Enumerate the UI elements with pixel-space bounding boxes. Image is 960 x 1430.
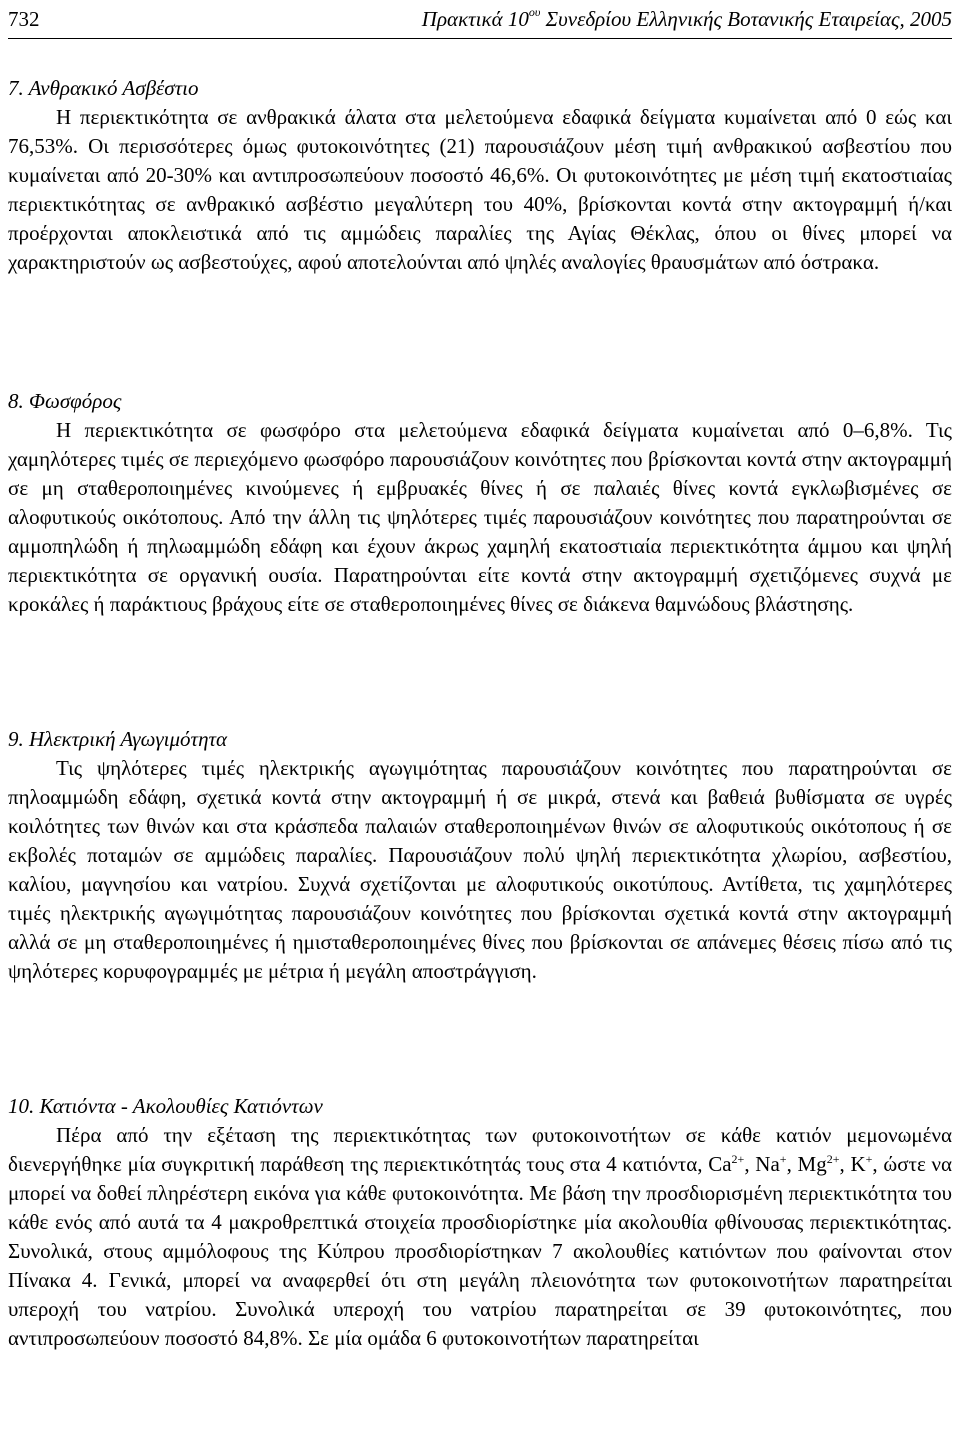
journal-ordinal: ου xyxy=(528,5,541,19)
journal-title xyxy=(422,0,952,38)
ion-ca xyxy=(708,1152,755,1176)
ion-separator: , xyxy=(744,1152,756,1176)
paragraph-text-end: , ώστε να μπορεί να δοθεί πληρέστερη εικόνα για κάθε φυτοκοινότητα. Με βάση την προσδιορισμένη περιεκτικότητα του κάθε ενός από αυτά τα 4 μακροθρεπτικά στοιχεία προσδιορίστηκε μία ακολουθία φθίνουσας περιεκτικότητας. Συνολικά, στους αμμόλοφους της Κύπρου προσδιορίστηκαν 7 ακολουθίες κατιόντων που φαίνονται στον Πίνακα 4. Γενικά, μπορεί να αναφερθεί ότι στη μεγάλη πλειονότητα των φυτοκοινοτήτων παρατηρείται υπεροχή του νατρίου. Συνολικά υπεροχή του νατρίου παρατηρείται σε 39 φυτοκοινότητες, που αντιπροσωπεύουν ποσοστό 84,8%. Σε μία ομάδα 6 φυτοκοινοτήτων παρατηρείται xyxy=(8,1152,952,1350)
section-title: 9. Ηλεκτρική Αγωγιμότητα xyxy=(8,727,228,751)
ion-k xyxy=(850,1152,872,1176)
ion-charge: + xyxy=(779,1152,787,1166)
section-paragraph: Η περιεκτικότητα σε φωσφόρο στα μελετούμενα εδαφικά δείγματα κυμαίνεται από 0–6,8%. Τις χαμηλότερες τιμές σε περιεχόμενο φωσφόρο παρουσιάζουν κοινότητες που βρίσκονται κοντά στην ακτογραμμή σε μη σταθεροποιημένες κινούμενες ή εμβρυακές θίνες ή σε παλαιές θίνες κοντά εγκλωβισμένες σε αλοφυτικούς οικότοπους. Από την άλλη τις ψηλότερες τιμές παρουσιάζουν κοινότητες που παρατηρούνται σε αμμοπηλώδη ή πηλωαμμώδη εδάφη και έχουν άκρως χαμηλή εκατοστιαία περιεκτικότητα άμμου και ψηλή περιεκτικότητα σε οργανική ουσία. Παρατηρούνται είτε κοντά στην ακτογραμμή σχετιζόμενες συχνά με κροκάλες ή παράκτιους βράχους είτε σε σταθεροποιημένες θίνες σε διάκενα θαμνώδους βλάστησης. xyxy=(8,418,952,616)
section-phosphorus xyxy=(8,387,952,619)
section-calcium-carbonate xyxy=(8,74,952,277)
ion-separator: , xyxy=(786,1152,798,1176)
journal-prefix: Πρακτικά 10 xyxy=(421,7,529,31)
ion-symbol: Na xyxy=(755,1152,780,1176)
ion-na xyxy=(755,1152,797,1176)
ion-symbol: Mg xyxy=(797,1152,827,1176)
ion-symbol: Ca xyxy=(708,1152,732,1176)
section-paragraph: Τις ψηλότερες τιμές ηλεκτρικής αγωγιμότητας παρουσιάζουν κοινότητες που παρατηρούνται σε πηλοαμμώδη εδάφη, σχετικά κοντά στην ακτογραμμή ή σε μικρά, στενά και βαθειά βυθίσματα σε υγρές κοιλότητες των θινών και στα κράσπεδα παλαιών σταθεροποιημένων θινών σε αλοφυτικούς οικότοπους ή σε εκβολές ποταμών σε αμμώδεις παραλίες. Παρουσιάζουν πολύ ψηλή περιεκτικότητα χλωρίου, ασβεστίου, καλίου, μαγνησίου και νατρίου. Συχνά σχετίζονται με αλοφυτικούς οικοτύπους. Αντίθετα, τις χαμηλότερες τιμές ηλεκτρικής αγωγιμότητας παρουσιάζουν κοινότητες που βρίσκονται σχετικά κοντά στην ακτογραμμή αλλά σε μη σταθεροποιημένες ή ημισταθεροποιημένες θίνες που βρίσκονται σε απάνεμες θέσεις πίσω από τις ψηλότερες κορυφογραμμές με μέτρια ή μεγάλη αποστράγγιση. xyxy=(8,756,952,983)
ion-charge: 2+ xyxy=(826,1152,840,1166)
section-title: 8. Φωσφόρος xyxy=(8,389,122,413)
page-number: 732 xyxy=(8,7,40,31)
paragraph-text-start: Πέρα από την εξέταση της περιεκτικότητας των φυτοκοινοτήτων σε κάθε κατιόν μεμονωμένα διενεργήθηκε μία συγκριτική παράθεση της περιεκτικότητάς τους στα 4 κατιόντα, xyxy=(8,1123,952,1176)
running-header xyxy=(8,0,952,38)
ion-mg xyxy=(798,1152,851,1176)
section-electrical-conductivity xyxy=(8,725,952,986)
section-paragraph xyxy=(8,1121,952,1353)
section-paragraph: Η περιεκτικότητα σε ανθρακικά άλατα στα μελετούμενα εδαφικά δείγματα κυμαίνεται από 0 εώς και 76,53%. Οι περισσότερες όμως φυτοκοινότητες (21) παρουσιάζουν μέση τιμή ανθρακικού ασβεστίου που κυμαίνεται από 20-30% και αντιπροσωπεύουν ποσοστό 46,6%. Οι φυτοκοινότητες με μέση τιμή εκατοστιαίας περιεκτικότητας σε ανθρακικό ασβέστιο μεγαλύτερη του 40%, βρίσκονται κοντά στην ακτογραμμή ή/και προέρχονται αποκλειστικά από τις αμμώδεις παραλίες της Αγίας Θέκλας, όπου οι θίνες μπορεί να χαρακτηριστούν ως ασβεστούχες, αφού αποτελούνται από ψηλές αναλογίες θραυσμάτων από όστρακα. xyxy=(8,105,952,274)
ion-symbol: K xyxy=(850,1152,866,1176)
header-rule xyxy=(8,38,952,39)
section-title: 7. Ανθρακικό Ασβέστιο xyxy=(8,76,199,100)
section-cations xyxy=(8,1092,952,1353)
ion-charge: + xyxy=(865,1152,873,1166)
ion-charge: 2+ xyxy=(731,1152,745,1166)
journal-suffix: Συνεδρίου Ελληνικής Βοτανικής Εταιρείας, 2005 xyxy=(540,7,952,31)
section-title: 10. Κατιόντα - Ακολουθίες Κατιόντων xyxy=(8,1094,323,1118)
document-page xyxy=(8,0,952,1350)
ion-separator: , xyxy=(839,1152,851,1176)
